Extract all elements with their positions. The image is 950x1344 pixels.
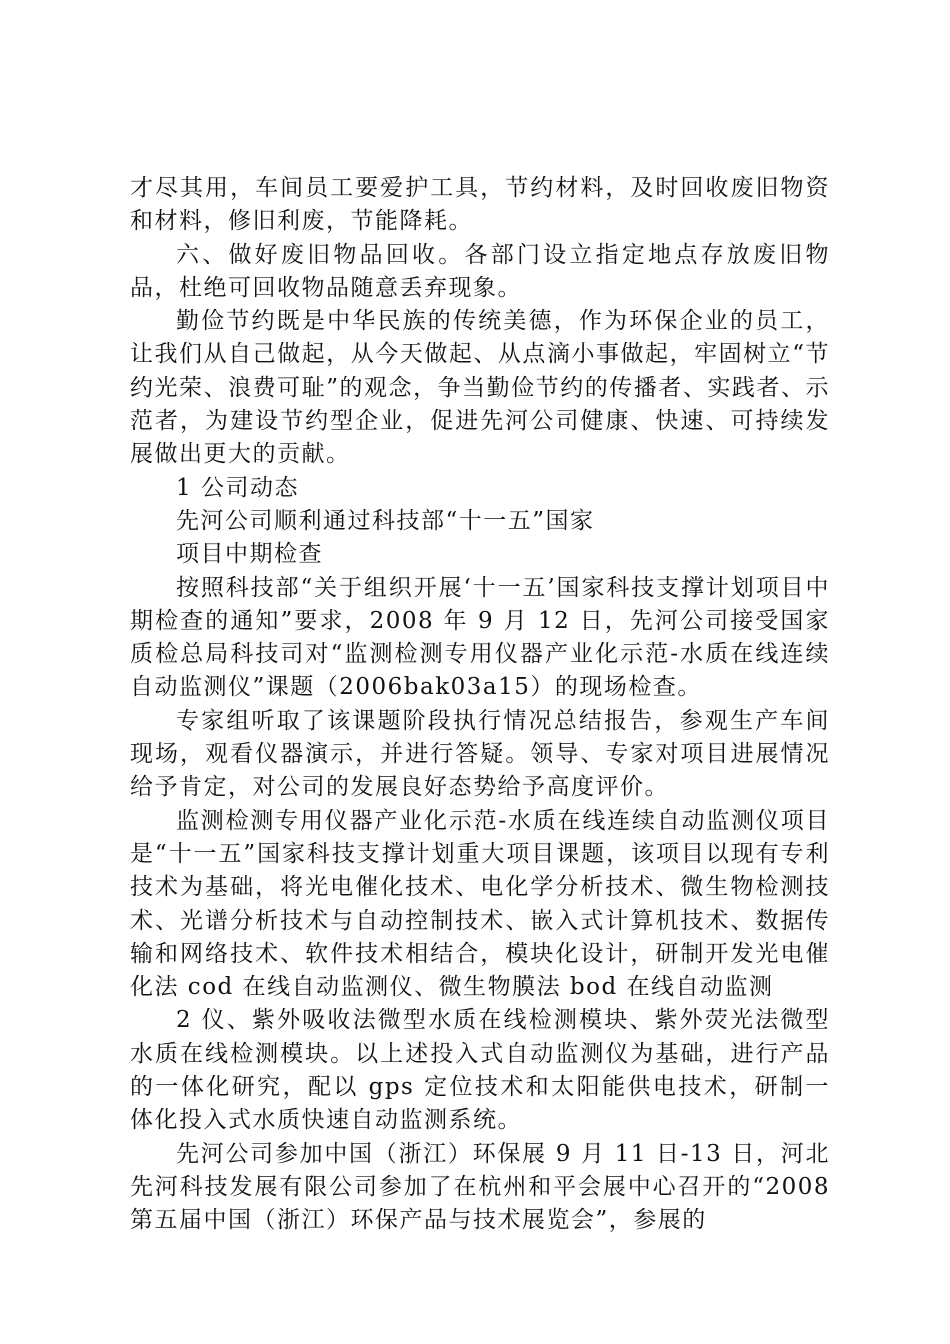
paragraph-inspection-notice: 按照科技部“关于组织开展‘十一五’国家科技支撑计划项目中期检查的通知”要求，2008 年 9 月 12 日，先河公司接受国家质检总局科技司对“监测检测专用仪器产业化示范-水质在线连续自动监测仪”课题（2006bak03a15）的现场检查。	[130, 574, 830, 701]
paragraph-frugality: 勤俭节约既是中华民族的传统美德，作为环保企业的员工，让我们从自己做起，从今天做起、从点滴小事做起，牢固树立“节约光荣、浪费可耻”的观念，争当勤俭节约的传播者、实践者、示范者，为建设节约型企业，促进先河公司健康、快速、可持续发展做出更大的贡献。	[130, 308, 830, 468]
paragraph-conservation-tools: 才尽其用，车间员工要爱护工具，节约材料，及时回收废旧物资和材料，修旧利废，节能降耗。	[130, 175, 830, 235]
paragraph-expert-review: 专家组听取了该课题阶段执行情况总结报告，参观生产车间现场，观看仪器演示，并进行答疑。领导、专家对项目进展情况给予肯定，对公司的发展良好态势给予高度评价。	[130, 707, 830, 801]
paragraph-project-continued: 2 仪、紫外吸收法微型水质在线检测模块、紫外荧光法微型水质在线检测模块。以上述投入式自动监测仪为基础，进行产品的一体化研究，配以 gps 定位技术和太阳能供电技术，研制一体化投入式水质快速自动监测系统。	[130, 1007, 830, 1134]
news-title-line-1: 先河公司顺利通过科技部“十一五”国家	[176, 507, 595, 534]
paragraph-project-description: 监测检测专用仪器产业化示范-水质在线连续自动监测仪项目是“十一五”国家科技支撑计划重大项目课题，该项目以现有专利技术为基础，将光电催化技术、电化学分析技术、微生物检测技术、光谱分析技术与自动控制技术、嵌入式计算机技术、数据传输和网络技术、软件技术相结合，模块化设计，研制开发光电催化法 cod 在线自动监测仪、微生物膜法 bod 在线自动监测	[130, 807, 830, 1001]
news-title-line-2: 项目中期检查	[176, 541, 323, 568]
section-heading-company-news: 1 公司动态	[176, 474, 299, 501]
document-body	[130, 172, 830, 1238]
paragraph-exhibition: 先河公司参加中国（浙江）环保展 9 月 11 日-13 日，河北先河科技发展有限公司参加了在杭州和平会展中心召开的“2008 第五届中国（浙江）环保产品与技术展览会”，参展的	[130, 1140, 830, 1234]
paragraph-recycling: 六、做好废旧物品回收。各部门设立指定地点存放废旧物品，杜绝可回收物品随意丢弃现象。	[130, 241, 830, 301]
